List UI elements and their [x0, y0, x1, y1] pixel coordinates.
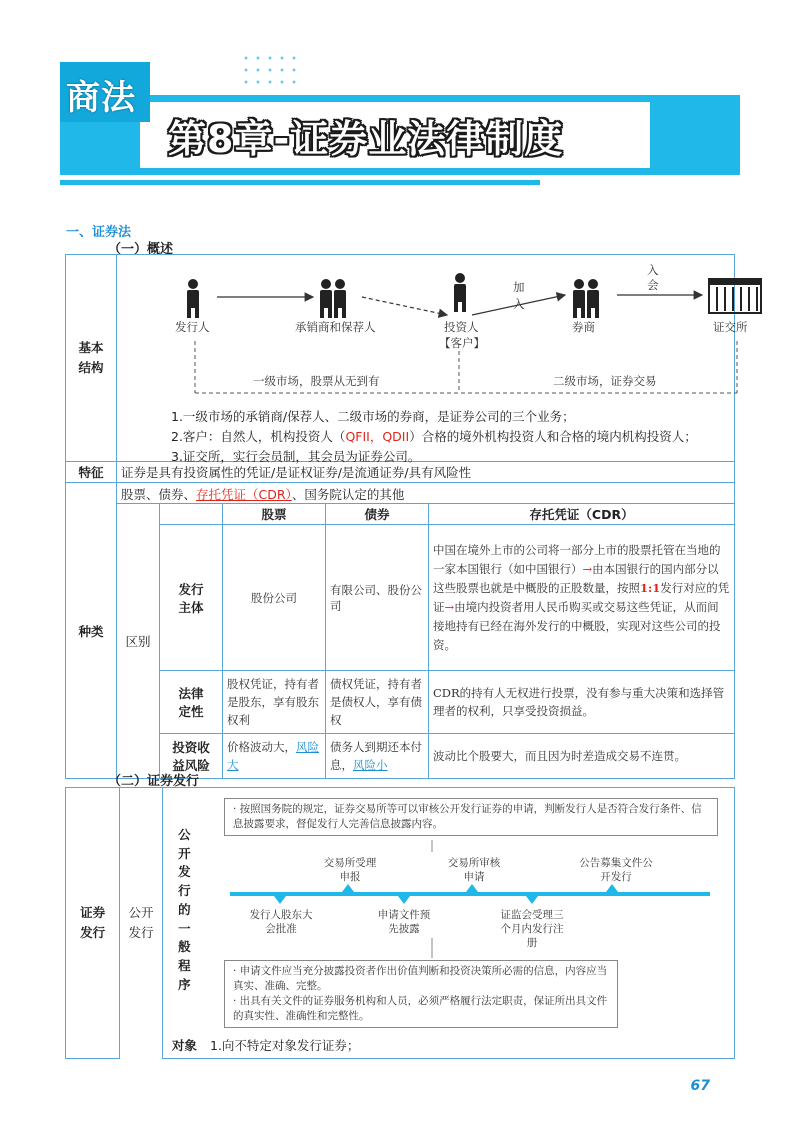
step-csrc-registration: 证监会受理三个月内发行注册 [500, 909, 564, 950]
primary-market-label: 一级市场，股票从无到有 [253, 374, 380, 388]
step-pre-disclosure: 申请文件预先披露 [377, 909, 431, 936]
object-label: 对象 [162, 1032, 206, 1058]
subsection-title-overview: （一）概述 [108, 242, 174, 257]
subsection-title-issuance: （二）证券发行 [108, 774, 200, 789]
node-broker: 券商 [572, 320, 595, 334]
section-title: 一、证券法 [66, 225, 132, 240]
step-exchange-review: 交易所审核申请 [447, 857, 501, 884]
public-label: 公开发行 [120, 788, 163, 1059]
row-label-issuance: 证券发行 [66, 788, 120, 1059]
types-cell [117, 483, 735, 779]
row-label-legal: 法律定性 [160, 671, 223, 734]
step-exchange-accept: 交易所受理申报 [323, 857, 377, 884]
node-issuer: 发行人 [175, 320, 210, 334]
issuance-table [65, 787, 735, 1059]
diff-label: 区别 [117, 504, 160, 779]
secondary-market-label: 二级市场，证券交易 [553, 374, 657, 388]
bond-legal: 债权凭证，持有者是债权人，享有债权 [326, 671, 429, 734]
procedure-note-top: · 按照国务院的规定，证券交易所等可以审核公开发行证券的申请，判断发行人是否符合发行条件、信息披露要求，督促发行人完善信息披露内容。 [224, 798, 718, 836]
page-number: 67 [690, 1078, 710, 1094]
procedure-note-bottom: · 申请文件应当充分披露投资者作出价值判断和投资决策所必需的信息，内容应当真实、准确、完整。 · 出具有关文件的证券服务机构和人员，必须严格履行法定职责，保证所出具文件的真实性、准确性和完整性。 [224, 960, 618, 1028]
col-header-bond: 债券 [326, 504, 429, 525]
procedure-label: 公开发行的一般程序 [162, 788, 206, 1033]
note-3: 3.证交所，实行会员制，其会员为证券公司。 [171, 449, 421, 464]
feature-text: 证券是具有投资属性的凭证/是证权证券/是流通证券/具有风险性 [117, 462, 735, 483]
arrow-label-enter: 入会 [647, 263, 659, 292]
row-label-feature: 特征 [66, 462, 117, 483]
arrow-label-join: 加入 [513, 280, 525, 312]
row-label-issuer: 发行主体 [160, 525, 223, 671]
bond-issuer: 有限公司、股份公司 [326, 525, 429, 671]
object-text: 1.向不特定对象发行证券； [206, 1032, 735, 1058]
stock-risk: 价格波动大，风险大 [223, 734, 326, 779]
stock-legal: 股权凭证，持有者是股东，享有股东权利 [223, 671, 326, 734]
types-intro: 股票、债券、存托凭证（CDR）、国务院认定的其他 [121, 487, 405, 502]
col-header-cdr: 存托凭证（CDR） [429, 504, 735, 525]
note-1: 1.一级市场的承销商/保荐人、二级市场的券商，是证券公司的三个业务； [171, 409, 575, 424]
decorative-dots [240, 52, 300, 92]
overview-table [65, 254, 748, 779]
cdr-risk: 波动比个股要大，而且因为时差造成交易不连贯。 [429, 734, 735, 779]
row-label-types: 种类 [66, 483, 117, 779]
chapter-title: 第8章-证券业法律制度 [168, 117, 564, 161]
col-header-stock: 股票 [223, 504, 326, 525]
node-client: 【客户】 [439, 336, 485, 350]
row-label-risk: 投资收益风险 [160, 734, 223, 779]
cdr-issuer: 中国在境外上市的公司将一部分上市的股票托管在当地的一家本国银行（如中国银行）→由本国银行的国内部分以这些股票也就是中概股的正股数量，按照1:1发行对应的凭证→由境内投资者用人民币购买或交易这些凭证，从而间接地持有已经在海外发行的中概股，实现对这些公司的投资。 [429, 525, 735, 671]
procedure-diagram [206, 788, 735, 1033]
step-publish: 公告募集文件公开发行 [579, 857, 653, 884]
row-label-structure: 基本结构 [66, 255, 117, 462]
divider-stripe [60, 180, 540, 185]
node-exchange: 证交所 [713, 320, 748, 334]
subject-tag-text: 商法 [66, 78, 136, 118]
cdr-legal: CDR的持有人无权进行投票，没有参与重大决策和选择管理者的权利，只享受投资损益。 [429, 671, 735, 734]
note-2: 2.客户：自然人，机构投资人（QFII，QDII）合格的境外机构投资人和合格的境内机构投资人； [171, 429, 697, 444]
stock-issuer: 股份公司 [223, 525, 326, 671]
node-underwriter: 承销商和保荐人 [295, 320, 376, 334]
structure-notes [171, 407, 731, 467]
step-shareholder-approval: 发行人股东大会批准 [249, 909, 313, 936]
node-investor: 投资人 [444, 320, 479, 334]
bond-risk: 债务人到期还本付息，风险小 [326, 734, 429, 779]
comparison-table [117, 503, 734, 778]
structure-cell [117, 255, 748, 464]
